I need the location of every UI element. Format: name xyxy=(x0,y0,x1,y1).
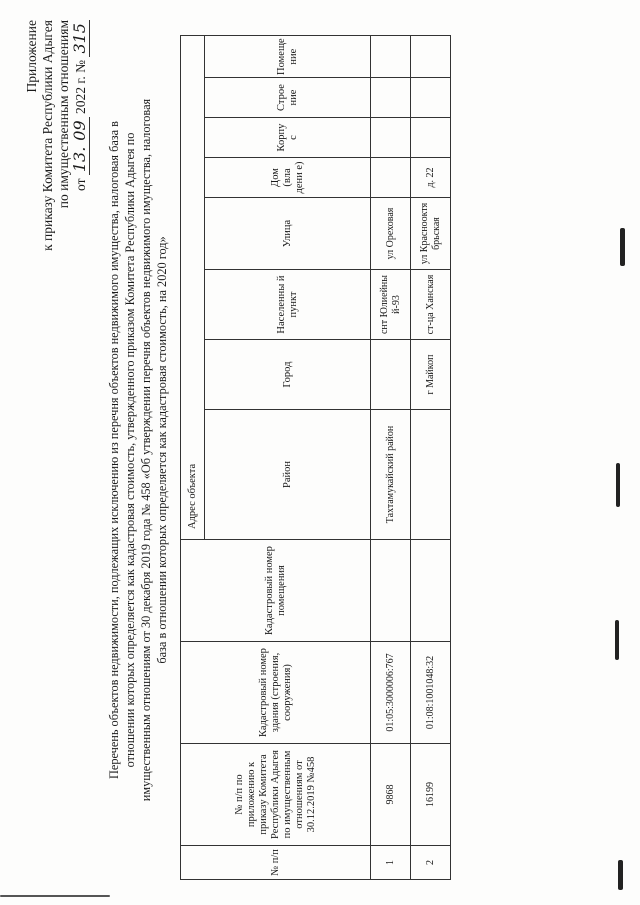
cell-appendix-num: 9868 xyxy=(371,744,411,846)
order-number: 315 xyxy=(70,20,90,57)
header-street: Улица xyxy=(205,198,371,270)
appendix-line: Приложение xyxy=(24,20,39,93)
appendix-header xyxy=(24,20,89,350)
date-year: 2022 г. № xyxy=(73,59,88,114)
cell-settlement: ст-ца Ханская xyxy=(411,270,451,340)
title-line: имущественным отношениям от 30 декабря 2019 года № 458 «Об утверждении перечня объектов недвижимого имущества, налоговая xyxy=(139,98,153,802)
date-month: 09 xyxy=(70,117,90,143)
title-line: база в отношении которых определяется как кадастровая стоимость, на 2020 год» xyxy=(155,236,169,664)
cell-num: 1 xyxy=(371,846,411,880)
cell-corpus xyxy=(371,118,411,158)
cell-building-cadastral: 01:05:3000006:767 xyxy=(371,642,411,744)
cell-city xyxy=(371,340,411,410)
cell-district: Тахтамукайский район xyxy=(371,410,411,540)
cell-building-cadastral: 01:08:1001048:32 xyxy=(411,642,451,744)
cell-room-cadastral xyxy=(371,540,411,642)
scan-mark xyxy=(620,228,625,266)
document-sheet xyxy=(20,20,620,880)
cell-num: 2 xyxy=(411,846,451,880)
header-house: Дом (вла дени е) xyxy=(205,158,371,198)
cell-city: г Майкоп xyxy=(411,340,451,410)
header-district: Район xyxy=(205,410,371,540)
header-num: № п/п xyxy=(181,846,371,880)
header-room-cadastral: Кадастровый номер помещения xyxy=(181,540,371,642)
header-city: Город xyxy=(205,340,371,410)
header-appendix-num: № п/п по приложению к приказу Комитета Республики Адыгея по имущественным отношениям от 30.12.2019 №458 xyxy=(181,744,371,846)
cell-street: ул Краснооктя брьская xyxy=(411,198,451,270)
cell-premises xyxy=(371,36,411,78)
date-day: 13. xyxy=(70,144,90,175)
cell-building xyxy=(411,78,451,118)
cell-corpus xyxy=(411,118,451,158)
scan-mark xyxy=(0,895,110,897)
cell-premises xyxy=(411,36,451,78)
header-settlement: Населенны й пункт xyxy=(205,270,371,340)
objects-table xyxy=(180,35,451,880)
cell-house xyxy=(371,158,411,198)
table-row xyxy=(411,36,451,880)
title-line: отношении которых определяется как кадастровая стоимость, утвержденного приказом Комитета Республики Адыгея по xyxy=(123,132,137,768)
header-address-group: Адрес объекта xyxy=(181,36,205,540)
cell-building xyxy=(371,78,411,118)
cell-house: д. 22 xyxy=(411,158,451,198)
header-building: Строе ние xyxy=(205,78,371,118)
cell-room-cadastral xyxy=(411,540,451,642)
header-row xyxy=(181,36,205,880)
date-prefix: от xyxy=(73,178,88,191)
header-corpus: Корпу с xyxy=(205,118,371,158)
header-building-cadastral: Кадастровый номер здания (строения, сооружения) xyxy=(181,642,371,744)
appendix-date-line xyxy=(72,20,89,350)
document-title xyxy=(106,20,170,880)
appendix-line: к приказу Комитета Республики Адыгея xyxy=(40,20,55,251)
cell-district xyxy=(411,410,451,540)
cell-appendix-num: 16199 xyxy=(411,744,451,846)
appendix-line: по имущественным отношениям xyxy=(56,20,71,209)
header-premises: Помеще ние xyxy=(205,36,371,78)
title-line: Перечень объектов недвижимости, подлежащих исключению из перечня объектов недвижимого имущества, налоговая база в xyxy=(107,121,121,779)
cell-settlement: снт Юлиейны й-93 xyxy=(371,270,411,340)
table-row xyxy=(371,36,411,880)
cell-street: ул Ореховая xyxy=(371,198,411,270)
